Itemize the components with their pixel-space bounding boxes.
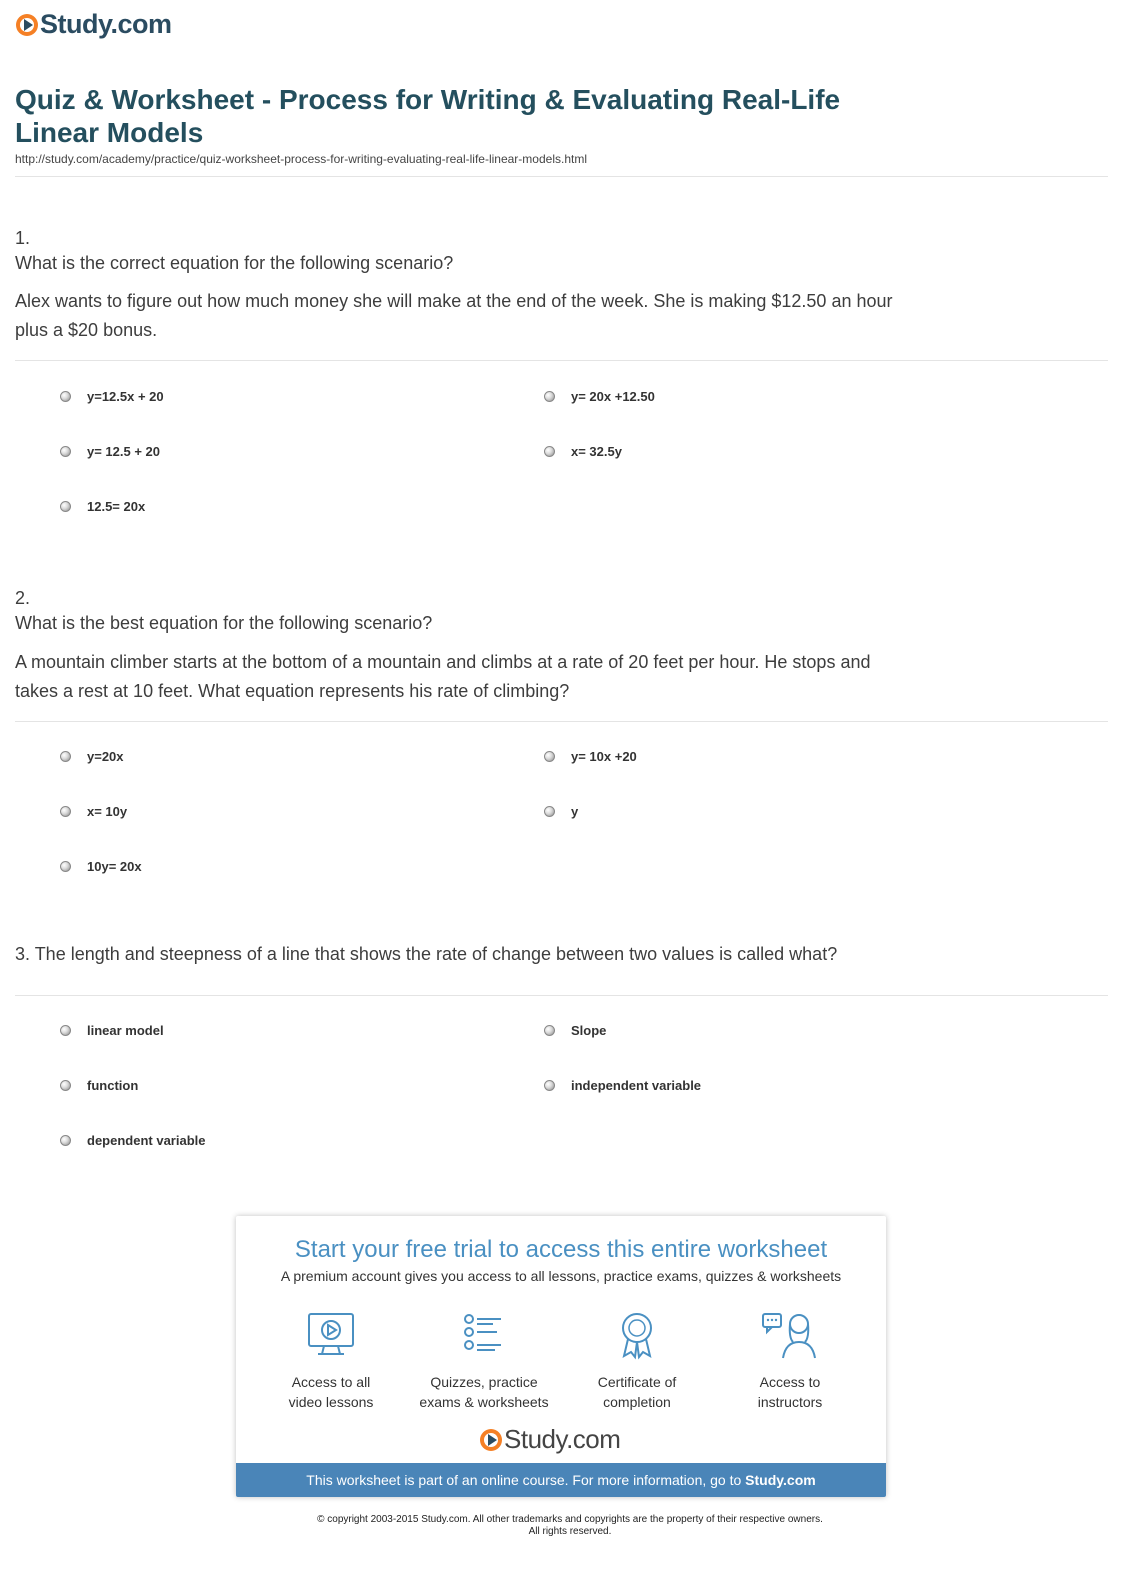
study-logo[interactable] — [16, 9, 172, 40]
feature-label: Certificate of — [597, 1374, 677, 1390]
video-lesson-icon — [304, 1310, 358, 1360]
feature-label: exams & worksheets — [419, 1394, 549, 1410]
feature-label: Access to — [759, 1374, 821, 1390]
q2-option-d[interactable]: y — [544, 804, 578, 819]
feature-quizzes — [414, 1310, 554, 1412]
radio-icon[interactable] — [544, 1080, 555, 1091]
radio-icon[interactable] — [544, 1025, 555, 1036]
promo-study-logo[interactable] — [480, 1424, 620, 1455]
q1-option-b[interactable]: y= 20x +12.50 — [544, 389, 655, 404]
q3-option-d[interactable]: independent variable — [544, 1078, 701, 1093]
question-1-prompt: What is the correct equation for the following scenario? — [15, 253, 454, 273]
radio-icon[interactable] — [60, 1080, 71, 1091]
certificate-icon — [610, 1310, 664, 1360]
quiz-list-icon — [457, 1310, 511, 1360]
logo-tld: .com — [566, 1424, 621, 1454]
radio-icon[interactable] — [544, 391, 555, 402]
radio-icon[interactable] — [544, 446, 555, 457]
radio-icon[interactable] — [60, 1135, 71, 1146]
question-2-scenario: A mountain climber starts at the bottom of a mountain and climbs at a rate of 20 feet per hour. He stops and takes a rest at 10 feet. What equation represents his rate of climbing? — [15, 652, 871, 701]
play-logo-icon — [16, 14, 38, 36]
logo-name: Study — [504, 1424, 567, 1454]
instructor-icon — [761, 1310, 819, 1360]
divider — [15, 721, 1108, 722]
q1-option-d[interactable]: x= 32.5y — [544, 444, 622, 459]
q3-option-e[interactable]: dependent variable — [60, 1133, 205, 1148]
q1-option-c[interactable]: y= 12.5 + 20 — [60, 444, 160, 459]
logo-tld: .com — [110, 9, 172, 39]
radio-icon[interactable] — [544, 806, 555, 817]
page-title: Quiz & Worksheet - Process for Writing & Evaluating Real-Life Linear Models — [15, 84, 841, 148]
radio-icon[interactable] — [60, 1025, 71, 1036]
radio-icon[interactable] — [60, 806, 71, 817]
free-trial-promo — [236, 1216, 886, 1497]
copyright-notice — [0, 1514, 1140, 1538]
divider — [15, 360, 1108, 361]
copyright-line-2: All rights reserved. — [528, 1526, 612, 1537]
play-logo-icon — [480, 1429, 502, 1451]
q3-option-c[interactable]: function — [60, 1078, 138, 1093]
feature-label: instructors — [757, 1394, 823, 1410]
promo-title[interactable]: Start your free trial to access this entire worksheet — [294, 1236, 828, 1263]
feature-video-lessons — [261, 1310, 401, 1412]
promo-info-bar — [236, 1463, 886, 1497]
q3-option-b[interactable]: Slope — [544, 1023, 606, 1038]
divider — [15, 176, 1108, 177]
q2-option-e[interactable]: 10y= 20x — [60, 859, 142, 874]
feature-instructors — [720, 1310, 860, 1412]
radio-icon[interactable] — [60, 751, 71, 762]
q2-option-c[interactable]: x= 10y — [60, 804, 127, 819]
radio-icon[interactable] — [60, 861, 71, 872]
q2-option-a[interactable]: y=20x — [60, 749, 124, 764]
q1-option-a[interactable]: y=12.5x + 20 — [60, 389, 164, 404]
promo-subtitle: A premium account gives you access to all lessons, practice exams, quizzes & worksheets — [280, 1268, 842, 1284]
radio-icon[interactable] — [60, 391, 71, 402]
page-url: http://study.com/academy/practice/quiz-worksheet-process-for-writing-evaluating-real-life-linear-models.html — [15, 152, 587, 166]
feature-label: Access to all — [291, 1374, 371, 1390]
radio-icon[interactable] — [60, 501, 71, 512]
divider — [15, 995, 1108, 996]
logo-name: Study — [40, 9, 111, 39]
radio-icon[interactable] — [544, 751, 555, 762]
question-3-prompt: 3. The length and steepness of a line that shows the rate of change between two values is called what? — [15, 944, 838, 964]
promo-bar-link[interactable]: Study.com — [745, 1472, 816, 1488]
feature-label: Quizzes, practice — [430, 1374, 538, 1390]
q3-option-a[interactable]: linear model — [60, 1023, 164, 1038]
feature-label: completion — [603, 1394, 671, 1410]
question-1-scenario: Alex wants to figure out how much money she will make at the end of the week. She is making $12.50 an hour plus a $20 bonus. — [15, 291, 893, 340]
feature-certificate — [567, 1310, 707, 1412]
question-2-prompt: What is the best equation for the following scenario? — [15, 613, 433, 633]
promo-bar-text: This worksheet is part of an online course. For more information, go to — [306, 1472, 742, 1488]
radio-icon[interactable] — [60, 446, 71, 457]
copyright-line-1: © copyright 2003-2015 Study.com. All other trademarks and copyrights are the property of their respective owners. — [317, 1514, 823, 1525]
question-2-number: 2. — [15, 588, 31, 608]
question-1-number: 1. — [15, 228, 31, 248]
feature-label: video lessons — [288, 1394, 374, 1410]
q1-option-e[interactable]: 12.5= 20x — [60, 499, 145, 514]
q2-option-b[interactable]: y= 10x +20 — [544, 749, 637, 764]
